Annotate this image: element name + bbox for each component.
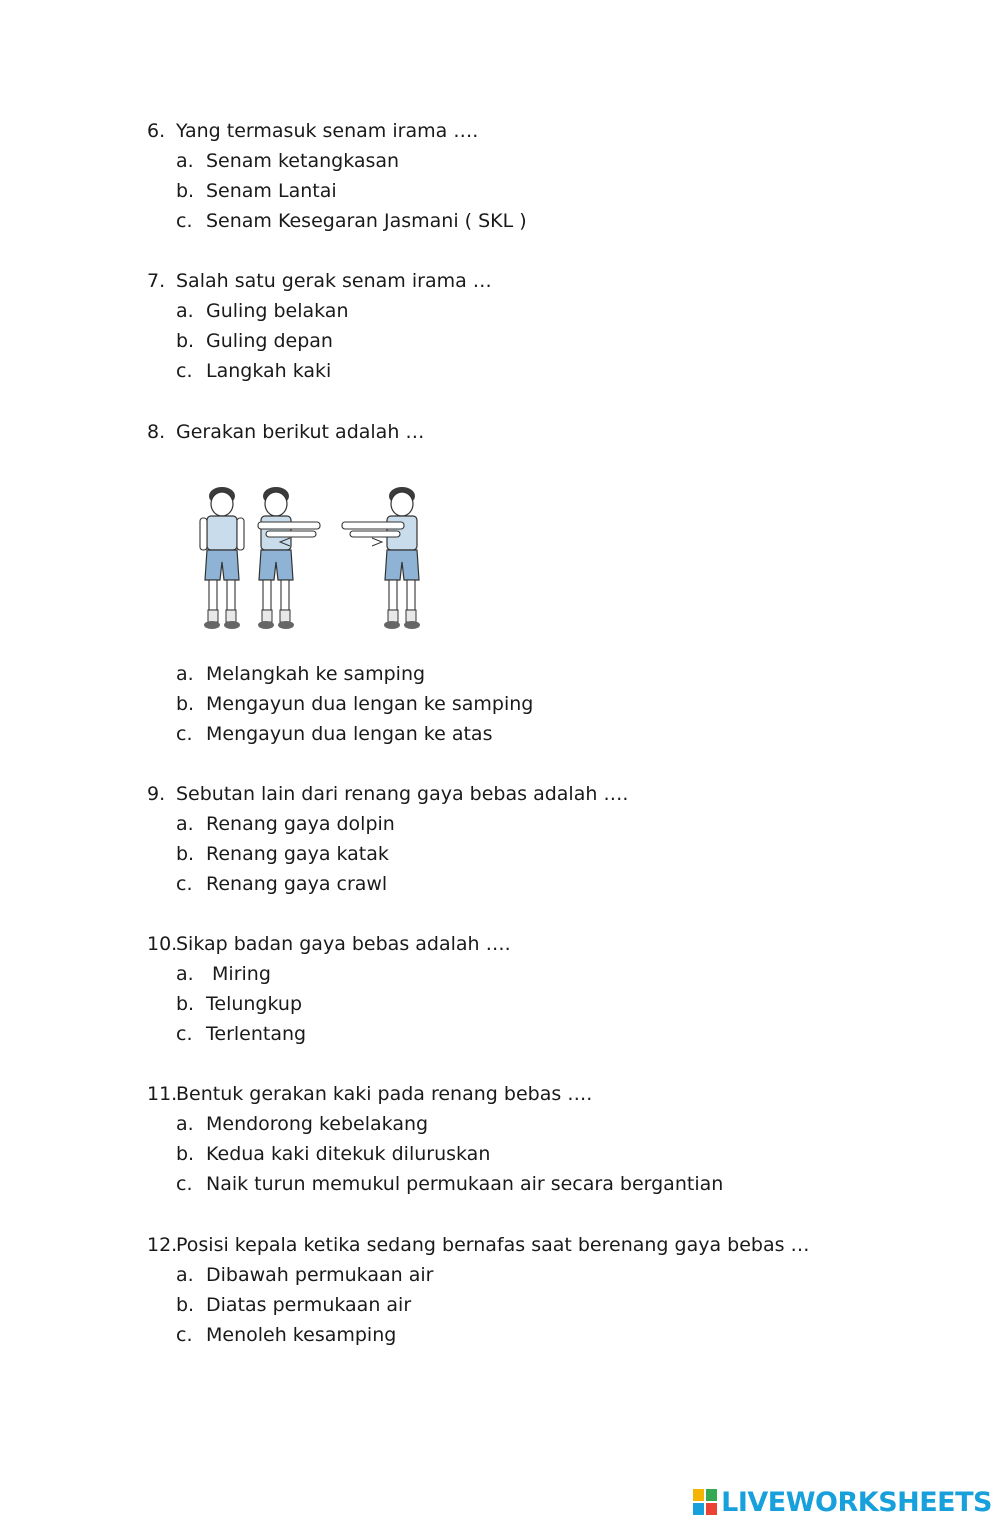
question-text: Sebutan lain dari renang gaya bebas adalah …. — [176, 783, 629, 805]
option-letter: b. — [176, 330, 195, 352]
option-c[interactable] — [0, 356, 1000, 386]
option-text: Terlentang — [206, 1023, 307, 1045]
option-text: Naik turun memukul permukaan air secara bergantian — [206, 1173, 724, 1195]
option-b[interactable] — [0, 689, 1000, 719]
option-c[interactable] — [0, 1169, 1000, 1199]
option-letter: b. — [176, 1143, 195, 1165]
option-text: Melangkah ke samping — [206, 663, 426, 685]
boy-figure-standing — [200, 487, 244, 629]
question-text: Salah satu gerak senam irama … — [176, 270, 492, 292]
question-text: Gerakan berikut adalah … — [176, 421, 425, 443]
option-letter: b. — [176, 843, 195, 865]
option-letter: c. — [176, 723, 193, 745]
option-letter: b. — [176, 993, 195, 1015]
question-number: 8. — [147, 421, 166, 443]
option-letter: b. — [176, 1294, 195, 1316]
question-9 — [0, 779, 1000, 899]
option-b[interactable] — [0, 1139, 1000, 1169]
option-letter: c. — [176, 360, 193, 382]
option-text: Diatas permukaan air — [206, 1294, 412, 1316]
option-text: Telungkup — [206, 993, 303, 1015]
option-text: Guling depan — [206, 330, 333, 352]
question-number: 10. — [147, 933, 178, 955]
option-b[interactable] — [0, 176, 1000, 206]
question-7 — [0, 266, 1000, 386]
boy-figure-arms-side — [258, 487, 320, 629]
arm-swing-exercise-illustration — [190, 480, 426, 636]
option-a[interactable] — [0, 659, 1000, 689]
option-letter: c. — [176, 1324, 193, 1346]
option-a[interactable] — [0, 146, 1000, 176]
option-letter: a. — [176, 813, 194, 835]
option-text: Senam Lantai — [206, 180, 337, 202]
option-a[interactable] — [0, 1260, 1000, 1290]
option-text: Kedua kaki ditekuk diluruskan — [206, 1143, 491, 1165]
option-letter: b. — [176, 693, 195, 715]
option-text: Guling belakan — [206, 300, 349, 322]
option-text: Mengayun dua lengan ke samping — [206, 693, 534, 715]
option-text: Dibawah permukaan air — [206, 1264, 434, 1286]
question-8 — [0, 417, 1000, 447]
logo-text: LIVEWORKSHEETS — [721, 1486, 992, 1518]
option-b[interactable] — [0, 989, 1000, 1019]
question-number: 12. — [147, 1234, 178, 1256]
option-letter: c. — [176, 873, 193, 895]
option-c[interactable] — [0, 1019, 1000, 1049]
option-letter: a. — [176, 1264, 194, 1286]
question-8-options — [0, 659, 1000, 749]
option-text: Mendorong kebelakang — [206, 1113, 429, 1135]
option-text: Miring — [206, 963, 271, 985]
option-b[interactable] — [0, 839, 1000, 869]
option-a[interactable] — [0, 1109, 1000, 1139]
option-letter: c. — [176, 1023, 193, 1045]
option-text: Renang gaya dolpin — [206, 813, 395, 835]
option-text: Senam ketangkasan — [206, 150, 400, 172]
option-a[interactable] — [0, 809, 1000, 839]
liveworksheets-logo-icon — [693, 1489, 717, 1515]
option-text: Renang gaya crawl — [206, 873, 388, 895]
question-number: 9. — [147, 783, 166, 805]
question-text: Yang termasuk senam irama …. — [176, 120, 479, 142]
question-11 — [0, 1079, 1000, 1199]
question-number: 11. — [147, 1083, 178, 1105]
option-text: Menoleh kesamping — [206, 1324, 397, 1346]
option-a[interactable] — [0, 296, 1000, 326]
option-letter: a. — [176, 663, 194, 685]
option-letter: a. — [176, 1113, 194, 1135]
question-12 — [0, 1230, 1000, 1350]
option-text: Mengayun dua lengan ke atas — [206, 723, 493, 745]
option-c[interactable] — [0, 206, 1000, 236]
question-6 — [0, 116, 1000, 236]
boy-figure-arms-other-side — [342, 487, 420, 629]
option-c[interactable] — [0, 869, 1000, 899]
option-text: Renang gaya katak — [206, 843, 389, 865]
option-letter: c. — [176, 1173, 193, 1195]
option-text: Senam Kesegaran Jasmani ( SKL ) — [206, 210, 527, 232]
option-letter: b. — [176, 180, 195, 202]
option-b[interactable] — [0, 326, 1000, 356]
question-number: 6. — [147, 120, 166, 142]
option-letter: a. — [176, 300, 194, 322]
question-10 — [0, 929, 1000, 1049]
option-c[interactable] — [0, 1320, 1000, 1350]
option-letter: c. — [176, 210, 193, 232]
option-text: Langkah kaki — [206, 360, 332, 382]
question-number: 7. — [147, 270, 166, 292]
option-c[interactable] — [0, 719, 1000, 749]
question-text: Bentuk gerakan kaki pada renang bebas …. — [176, 1083, 593, 1105]
option-letter: a. — [176, 150, 194, 172]
question-text: Posisi kepala ketika sedang bernafas saat berenang gaya bebas … — [176, 1234, 810, 1256]
option-letter: a. — [176, 963, 194, 985]
question-text: Sikap badan gaya bebas adalah …. — [176, 933, 511, 955]
option-a[interactable] — [0, 959, 1000, 989]
liveworksheets-logo[interactable] — [693, 1485, 992, 1519]
option-b[interactable] — [0, 1290, 1000, 1320]
